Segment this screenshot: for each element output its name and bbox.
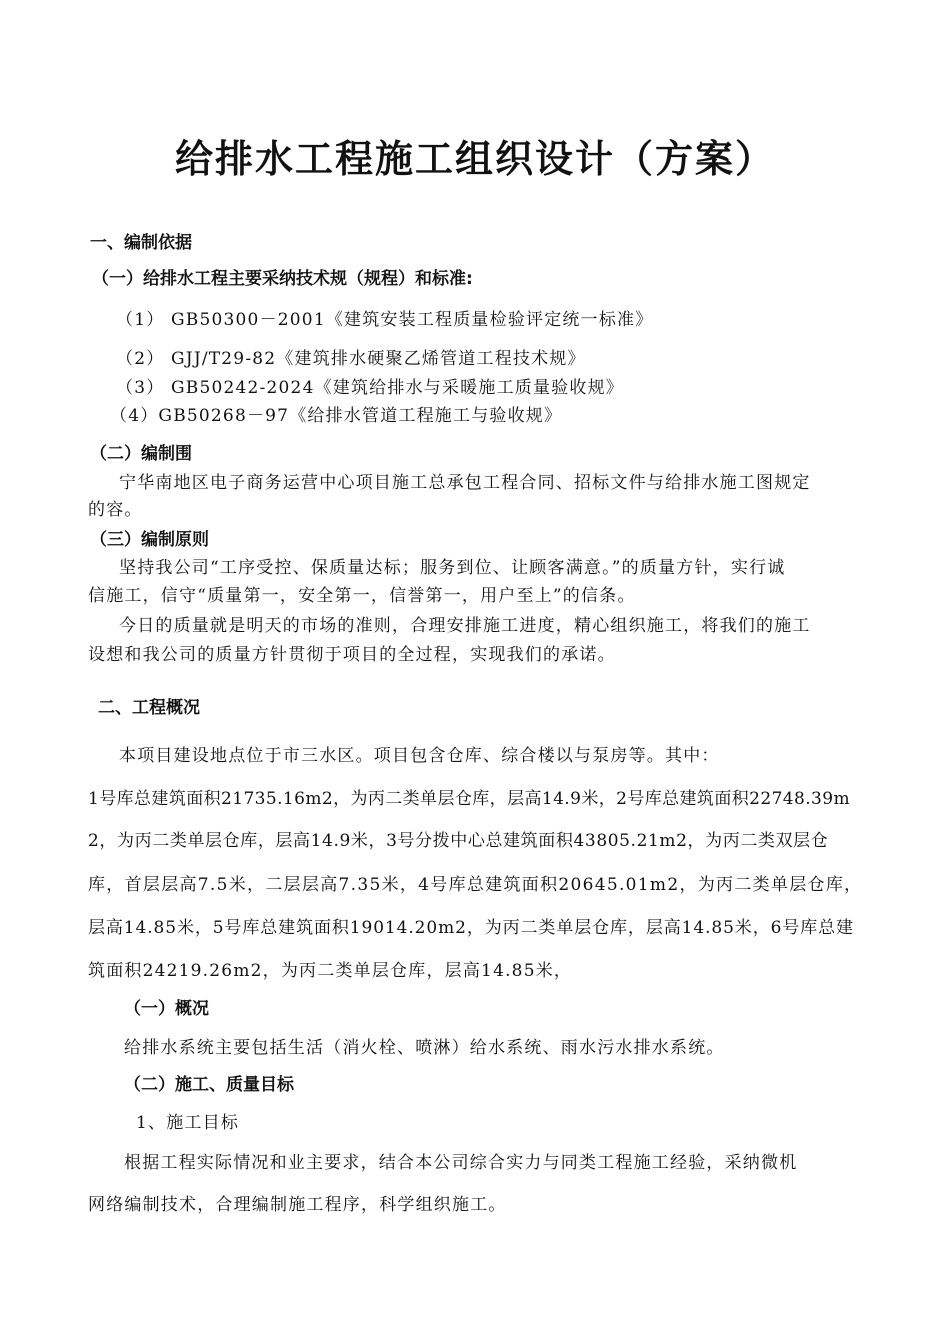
paragraph-line: 筑面积24219.26m2，为丙二类单层仓库，层高14.85米， <box>88 961 573 981</box>
paragraph-line: 今日的质量就是明天的市场的准则，合理安排施工进度，精心组织施工，将我们的施工 <box>119 616 811 636</box>
numbered-item: 1、施工目标 <box>136 1113 240 1133</box>
paragraph-line: 1号库总建筑面积21735.16m2，为丙二类单层仓库，层高14.9米，2号库总建筑面积22748.39m <box>88 789 850 809</box>
paragraph-line: 设想和我公司的质量方针贯彻于项目的全过程，实现我们的承诺。 <box>88 645 616 665</box>
paragraph-line: 坚持我公司“工序受控、保质量达标；服务到位、让顾客满意。”的质量方针，实行诚 <box>119 558 786 578</box>
paragraph-line: 库，首层层高7.5米，二层层高7.35米，4号库总建筑面积20645.01m2，为丙二类单层仓库， <box>88 875 863 895</box>
paragraph-line: 根据工程实际情况和业主要求，结合本公司综合实力与同类工程施工经验，采纳微机 <box>124 1153 798 1173</box>
paragraph-line: 的容。 <box>88 500 143 520</box>
paragraph-line: 给排水系统主要包括生活（消火栓、喷淋）给水系统、雨水污水排水系统。 <box>124 1038 725 1058</box>
paragraph-line: 信施工，信守“质量第一，安全第一，信誉第一，用户至上”的信条。 <box>88 586 636 606</box>
section-2-heading: 二、工程概况 <box>98 698 200 718</box>
paragraph-line: 本项目建设地点位于市三水区。项目包含仓库、综合楼以与泵房等。其中： <box>119 746 720 766</box>
section-1-2-heading: （二）编制围 <box>90 444 192 464</box>
paragraph-line: 层高14.85米，5号库总建筑面积19014.20m2，为丙二类单层仓库，层高14.85米，6号库总建 <box>88 918 854 938</box>
standard-item: （2） GJJ/T29-82《建筑排水硬聚乙烯管道工程技术规》 <box>116 349 586 369</box>
page-title: 给排水工程施工组织设计（方案） <box>174 136 775 181</box>
section-1-3-heading: （三）编制原则 <box>90 530 209 550</box>
standard-item: （4）GB50268－97《给排水管道工程施工与验收规》 <box>110 406 563 426</box>
section-1-heading: 一、编制依据 <box>90 233 192 253</box>
section-2-2-heading: （二）施工、质量目标 <box>124 1075 294 1095</box>
section-1-1-heading: （一）给排水工程主要采纳技术规（规程）和标准: <box>92 269 473 289</box>
paragraph-line: 2，为丙二类单层仓库，层高14.9米，3号分拨中心总建筑面积43805.21m2，为丙二类双层仓 <box>88 831 829 851</box>
section-2-1-heading: （一）概况 <box>124 999 209 1019</box>
paragraph-line: 网络编制技术，合理编制施工程序，科学组织施工。 <box>88 1195 507 1215</box>
standard-item: （3） GB50242-2024《建筑给排水与采暖施工质量验收规》 <box>116 378 624 398</box>
paragraph-line: 宁华南地区电子商务运营中心项目施工总承包工程合同、招标文件与给排水施工图规定 <box>119 473 811 493</box>
standard-item: （1） GB50300－2001《建筑安装工程质量检验评定统一标准》 <box>116 310 654 330</box>
